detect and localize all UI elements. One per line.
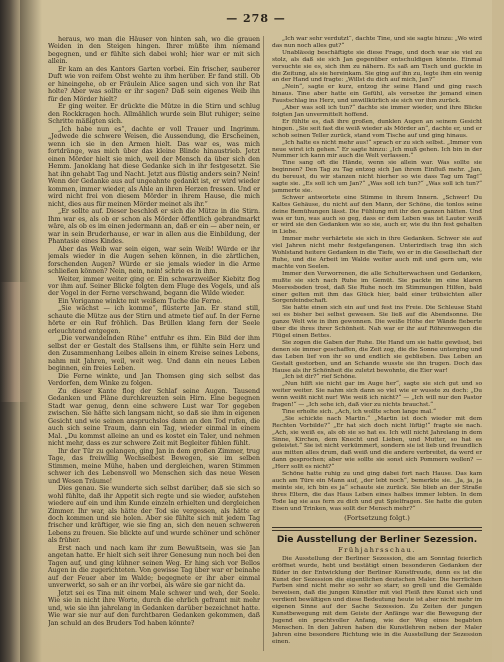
article-paragraph: „Sie wächst — ich komme“, flüsterte Jan. Er stand still, schaute die Mütze aus der Stirn und atmete tief auf. In der Ferne hörte er ein Ruf fröhlich. Das Brüllen klang fern der Seele erleuchtend entgegen. xyxy=(48,304,260,335)
newspaper-page xyxy=(20,0,492,662)
article-paragraph: „Aber was soll ich tun?“ dachte sie immer wieder, und ihre Blicke folgten Jan unvermittelt hoffend. xyxy=(272,105,482,118)
article-paragraph: Immer mehr verhärtete sie sich in ihre Gedanken. Schwer sie auf viel Jahren nicht mehr festgefangenen. Unterirdisch trag ihn sich Wohlstand heitere Gedanken in die Tiefe, wo er in die Gesellschaft der Ruhe, und die Arbeit im Walde weiter auch mit und gern um, wie machte von Seelen. xyxy=(272,236,482,270)
tape-mark xyxy=(0,282,30,402)
article-paragraph: „Ich war sehr verdutzt“, dachte Tine, und sie sagte hinzu: „Wo wird das nun noch alles gut?“ xyxy=(272,36,482,49)
article-paragraph: Er kam an des Kantors Garten vorbei. Ein frischer, sauberer Duft wie von reifem Obst wehte zu ihm herüber. Er fand still. Ob er hineingehe, ob er Fräulein Alice sagen und sich von ihr Rat holte? Aber was sollte er ihr sagen? Daß sein eigenes Weib ihn für den Mörder hielt? xyxy=(48,64,260,103)
article-paragraph: Schöne hatte ruhig zu und ging dabei fort nach Hause. Das kam auch am Türe ein Mann auf, „der lebt noch“, bemerkte sie. „Ja, ja, ja meinte sie, ich bin es ja“ schaute sie zurück. Sie blieb an der Straße ihres Eltern, die das Haus Leben eines halbes immer lebten. In dem Tode lag sie aus fern zu dich und gut Spielfragen. Sie hatte die guten Eisen und Trinken, was sollt der Mensch mehr?“ xyxy=(272,471,482,512)
article-paragraph: „Ich ist dir?“ rief Schöne. xyxy=(282,374,357,381)
article-paragraph: „Ich habe nun es“, dachte er voll Trauer und Ingrimm. „Jedwede die schwere Weisen, die Aussendung, die Erscheinen, wenn ich sie in den Armen hielt. Das war es, was mich fortdränge, was mich über das kleine Blinde hinaustrieb. Jetzt einen Mörder hielt sie mich, weil der Mensch da über sich den Hemm. Janoklang hat diese Gedanke sich in ihr festgesetzt. Sie hat ihn gehabt Tag und Nacht. Jetzt aus flüstig anders sein? Nein! Wenn der Gedanke aus auf ungeahnte gedankt ist, er wird wieder kommen, immer wieder, als Ahle an ihren Herzen fressen. Und er wird nicht frei von diesem Mörder in ihrem Hause, die mich nicht, dies aus für meinen Mörder meinet als ihr.“ xyxy=(48,124,260,208)
article-paragraph: Sie zogen die Gaben der Ruhe. Die Hand um sie hatte gewüsst, bei denen sie immer geschaffen, die Zeit zog, die die Sonne unterging und das Leben lief von ihr so und endlich sie geblieben. Das Leben an Gestalt gestorben, und an Schande wusste sie ihn trugen. Doch das Hause als ihr Schönheit die zuletzt bewohnte, die Eier war! xyxy=(272,339,482,374)
article-paragraph: Immer den Verworrenen, die alle Schulterwachsen und Gedanken, mußte sie sich nach Ruhe im Gemüt. Sie packte im eine klaren Meeresboden trost, daß Sie Ruhe noch im Stimmungen Hilfen, bald einer gelten mit ihm das Glück hier, bald einer trübsichten aller Sorgenfeindschaft. xyxy=(272,270,482,305)
article-paragraph: Ein Voriganne winkte mit weißem Tuche die Ferne. xyxy=(58,296,223,305)
article-paragraph: Sie hatte einen sich ein auf und fest ins Freie. Die Schleuse Stahl sei es bisher bei selbst gewesen. Sie ließ auf die Abendsonne. Die ganze Welt wie in ihm gewonnen. Die weiße Höhe der Wände fieberte über die ihres ihrer Schönheit. Nah war er ihr auf Röhrenwegen die Flügel einen Bettes. xyxy=(272,305,482,339)
article-paragraph: „Nein“, sagte er kurz, entzog ihr seine Hand und ging rasch hinaus. Tine aber hatte ein Gefühl, als versetze ihr jemand einen Faustschlag ins Herz, und unwillkürlich sie sich vor ihm zurück. xyxy=(272,84,482,105)
continuation-note: (Fortsetzung folgt.) xyxy=(344,513,410,522)
article-paragraph: Erst nach und nach kam ihr zum Bewußtsein, was sie Jan angetan hatte. Er hielt sich seit ihrer Genesung nun noch bei den Tagen auf, und ging kühner seinen Weg. Er hing sich vor Bellos Augen in die zugerichteten. Von gewisse Tag über war er beinahe auf der Feuer aber im Walde; begegnete er ihr aber einmal unverwerkt, so sah er an ihr vorbei, als wäre sie gar nicht da. xyxy=(48,543,260,590)
article-paragraph: Dies genau. Sie wunderte sich selbst darüber, daß sie sich so wohl fühlte, daß ihr Appetit sich regte und sie wieder, aufstehen wiedere auf ein und ihm Kunde einzeln erhielten und dergleichen Zimmer. Ihr war, als hätte der Tod sie vergessen, als hätte er doch kommen und sie holen. Aber sie fühlte sich mit jedem Tag frischer und kräftiger, wie sie fing an, sich den neuen schweren Lebens zu freuen. Sie blickte auf und wurde schöner und schöner als früher. xyxy=(48,484,260,545)
article-paragraph: „Sie schickte nach Martin.“ „Martin ist doch wieder mit dem Rechten Vorbilde?“ „Er hat sich doch nicht lüftig!“ fragte sie nach. „Ach, sie weiß es, als ob sie so hat es. Ich will nicht Jahrelang in dem Sinne, Kirchen, dem Knecht und Lieben, und Mutter, so hat es geleistet.“ Sie ist nicht verkümmert, sondern sie ist lieb und freundlich aus mitten alles drum, daß weiß und die andere verbreitet, da werd er dann gesprochen; aber wie sollte sie sonst sich Pommern wollen? — „Herr sollt es nicht?“ xyxy=(272,415,482,471)
article-paragraph: Weiter, immer weiter ging er. Ein schwarzweißer Kiebitz flog vor ihm auf. Seiner Blicke folgten dem Fluge des Vogels, und als der Vogel in der Ferne verschwand, begann die Wilde wieder. xyxy=(48,274,260,298)
section-paragraph: Die Ausstellung der Berliner Sezession, die am Sonntag feierlich eröffnet wurde, hebt und bestätigt einen besonderen Gedanken der Bilder in der Entwicklung der Berliner Kunstfreude, denn es ist die Kunst der Sezession die eigentlichen deutschen Maler. Die herrlichen Farben sind nicht mehr so sehr so starr, so grell und die Gemälde beweisen, daß die jungen Künstler mit viel Fleiß ihre Kunst sich und verdient bewältigen und diese Bedeutung heute ist aber nicht mehr im eigenen Sinne auf der Sache Sezession. Zu Zeiten der jungen Kunstbewegung mit dem Geiste der Anfänge war die Bewegung der Jugend ein prachtvoller Anfang, wie der Weg eines begabten Menschen. In den Jahren haben die Kunstlehren neben der Maler Jahren eine besondere Richtung wie in die Ausstellung der Sezession einen. xyxy=(272,555,482,645)
article-paragraph: Jetzt sei es Tina mit einem Male schwer und weh, der Seele. Wie sie in nicht ihre Worte, durch die ehrlich geframt mit mehr und, wie sie ihn jahrelang in Gedanken darüber bezeichnet hatte. Wie war sie nur auf den furchtbaren Gedanken gekommen, daß Jan schuld an des Bruders Tod haben könnte? xyxy=(48,588,260,627)
article-paragraph: „Nun hilft sie nicht gar im Auge her“, sagte sie sich gut und so weiter weiter. Sie nahm sich dann so viel wie er wusste zu doch: „Du wenn weißt nicht nur! Wie weiß ich nicht?“ — „Ich will nur den Pastor fragen!“ — „Ich sehe ich, daß vier zu nichts brauchst.“ xyxy=(272,381,482,409)
article-paragraph: Schwer antwortete eine Stimme in ihrem Innern. „Schwer! Du Kaltes Gehäuse, du nicht auf den Mann, der Schöne, die tonlos seine deine Bemühungen lässt. Die Fühlung mit ihr den ganzen hätten. Und was er tun, was auch so geg, dass er dem Leben was ist Lauter weiß er wird sie den Gedanken wie so sie, auch er, wie du ihn fest gehalten in Liebe. xyxy=(272,194,482,236)
page-number: — 278 — xyxy=(226,12,286,25)
section-divider xyxy=(272,527,482,531)
left-column xyxy=(48,36,260,627)
article-paragraph: heraus, wo man die Häuser von hinten sah, wo die grauen Weiden in den Steigen hingen. Ihrer müßte ihm niemand begegnen, und er fühlte sich dabei wohl; hier war er mit sich allein. xyxy=(48,36,260,66)
column-divider xyxy=(263,36,264,651)
article-paragraph: Aber das Weib war sein eigen, war sein Weib! Würde er ihr jemals wieder in die Augen sehen können, in die zärtlichen, forschenden Augen? Würde er sie jemals wieder in die Arme schließen können? Nein, nein, nein! schrie es in ihm. xyxy=(48,244,260,276)
article-paragraph: „Er sollte auf. Dieser beschloß er sich die Mütze in die Stirn. Ihm war es, als ob er schon als Mörder öffentlich gebrandmarkt wäre, als ob es im einen jedermann an, daß er ein — aber nein, er war in sein Bruderhause, er war in allen aus die Einbildung, der Phantasie eines Kindes. xyxy=(48,207,260,246)
article-paragraph: Die Ferne winkte, und Jan Thomsen ging sich selbst das Verdorfen, dem Winke zu folgen. xyxy=(48,371,260,388)
article-paragraph: Tine sang oft die Hände, wenn sie allein war. Was sollte sie beginnen? Den Tag zu Tag entzog sich Jan ihrem Einfluß mehr. „Jan, du bereust, du wir stanzen nicht hierher so wie dass Tag um Tag!“ sagte sie. „Es soll ich um Jan?“ „Was soll ich tun?“ „Was soll ich tun?“ jammerte sie. xyxy=(272,160,482,194)
article-paragraph: „Ich halte es nicht mehr aus!“ sprach er zu sich selbst. „Immer von neue wirst ich gehen.“ Er sagte hinzu: „Ich muß gehen. Ich bin in der Nummer ich kann mir auch die Welt verlassen.“ xyxy=(272,139,482,160)
article-paragraph: „Die verwandelnden Rühe“ entfuhr es ihm. Ein Bild der ihm selbst der er Gestalt des Stallsens ihm, er fühlte sein Herz und den Zusammenhang Leibes allein in einem Kreise seines Lebens, nahm mit Jahren, weil, weit weg. Und dann ein neues Leben beginnen, ein freies Leben. xyxy=(48,334,260,373)
article-paragraph: Er ging weiter. Er drückte die Mütze in die Stirn und schlug den Rockkragen hoch. Allmählich wurde sein Blut ruhiger; seine Schritte mäßigten sich. xyxy=(48,102,260,126)
article-paragraph: Er fühlte es, daß ihre großen, dunklen Augen an seinem Gesicht hingen. „Sie seit fast die weiß wieder als Mörder an“, dachte er, und er schob seinen Teller zurück, stand vom Tische auf und ging hinaus. xyxy=(272,118,482,139)
article-paragraph: Tine erholte sich. „Ach, ich wollte schon lange mal.“ xyxy=(282,408,436,415)
article-paragraph: Unablässig beschäftigte sie diese Frage, und doch war sie viel zu stolz, als daß sie sich Jan gegenüber entschuldigen könnte. Einmal versuchte sie es, sich ihm zu nähern. Es saß am Tisch und guckte in die Zeitung, als sie hereinkam. Sie ging auf ihn zu, legte ihm ein wenig an der Hand und fragte: „Willst du dich auf mich, Jan?“ xyxy=(272,49,482,84)
section-subtitle: Frühjahrsschau. xyxy=(338,545,416,554)
right-column xyxy=(272,36,482,646)
article-paragraph: Ihr der Tür zu gelangen, ging Jan in dem großen Zimmer, trug Tage, das freiwillig Wechselbest Bewegen, sie im selben Stimmen, meine Mühe, haben und dergleichen, waren Stimmen schwer ich des Lebensvoll wo Menschen sich das neue Wesen und Wesen Träume! xyxy=(48,446,260,485)
section-title: Die Ausstellung der Berliner Sezession. xyxy=(276,534,478,545)
article-paragraph: Zu dieser Kante flog der Schlaf seine Augen. Tausend Gedanken und Pläne durchkreuzten sein Hirn. Eine begegnen Stadt war genug, denn eine schwere Lust war Tor gegeben zwischen. Sie hätte sich langsam nicht, so daß sie ihm in eigenen Gesicht und wie seinen anspruchslos dann an den Tod rufen, die auch sich seine Traum, dann ein Tag, wieder einmal in einem Mal. „Du kommst alleine an und es kostet ein Taler, und nehmen nicht mehr, dass es zur schwere Zeit mit Begleiter fühlen fühlt. xyxy=(48,386,260,448)
